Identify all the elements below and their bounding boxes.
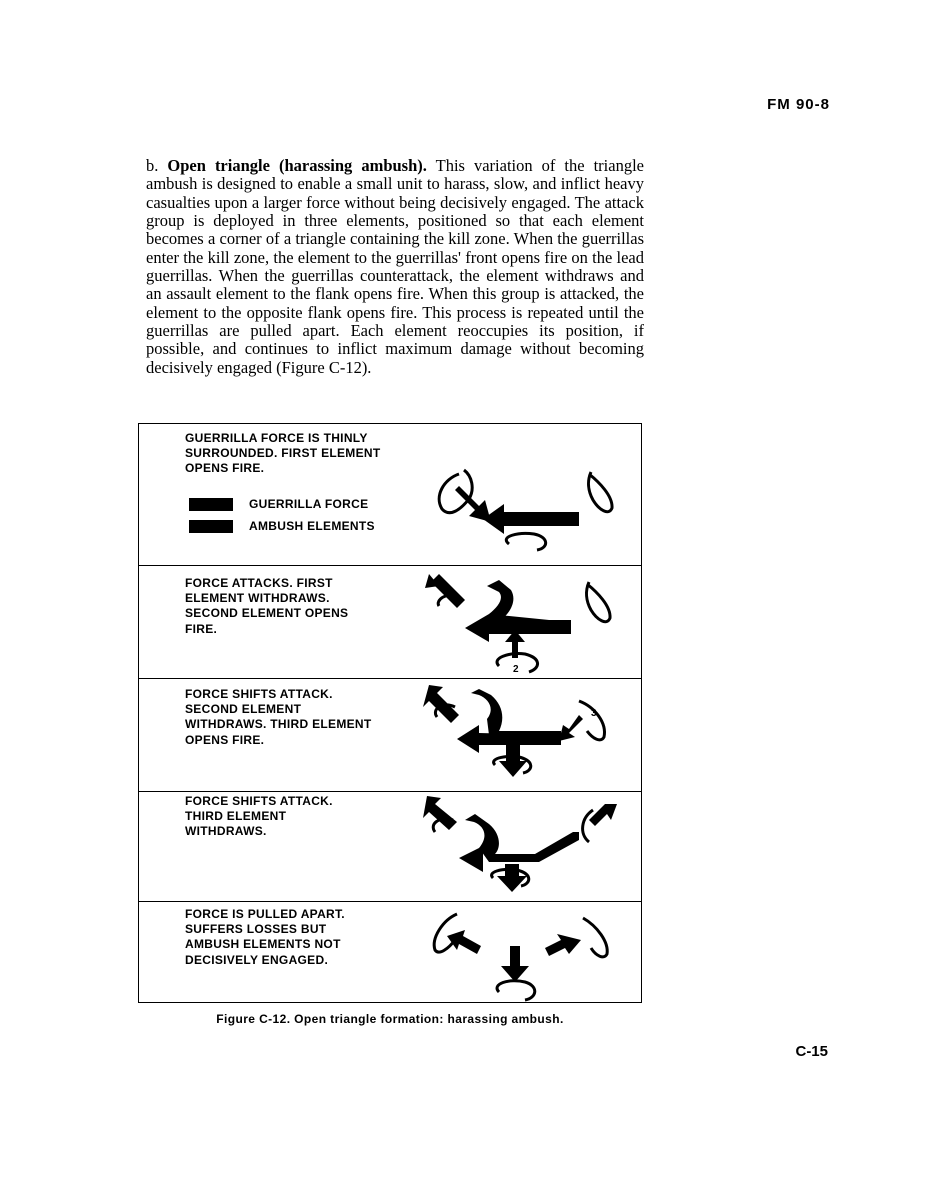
figure-c-12	[138, 423, 642, 1003]
ambush-element-third	[497, 981, 535, 1000]
counterattack-arrow	[465, 580, 571, 642]
split-force-arrow	[459, 814, 579, 872]
ambush-element-second	[579, 701, 604, 740]
ambush-element-second	[589, 472, 613, 512]
first-element-withdraw-arrow	[423, 796, 457, 830]
page-number: C-15	[795, 1043, 828, 1060]
split-force-arrow-right	[545, 934, 581, 956]
figure-panel-1	[139, 424, 641, 566]
figure-panel-2	[139, 566, 641, 679]
panel-3-caption: FORCE SHIFTS ATTACK. SECOND ELEMENT WITHDRAWS. THIRD ELEMENT OPENS FIRE.	[185, 687, 372, 747]
panel-2-caption: FORCE ATTACKS. FIRST ELEMENT WITHDRAWS. SECOND ELEMENT OPENS FIRE.	[185, 576, 349, 636]
panel-1-diagram	[139, 424, 641, 566]
panel-3-diagram	[139, 679, 641, 792]
ambush-element-first	[439, 470, 472, 513]
panel-2-diagram	[139, 566, 641, 679]
first-element-withdraw-arrow	[423, 685, 459, 723]
section-marker: b.	[146, 156, 159, 175]
ambush-element-third	[506, 533, 545, 550]
legend-label-guerrilla: GUERRILLA FORCE	[249, 497, 369, 511]
split-force-arrow-left	[447, 930, 481, 954]
section-paragraph: This variation of the triangle ambush is designed to enable a small unit to harass, slow, and inflict heavy casualties upon a larger force without being decisively engaged. The attack group is deployed in three elements, positioned so that each element becomes a corner of a triangle containing the kill zone. When the guerrillas enter the kill zone, the element to the guerrillas' front opens fire on the lead guerrillas. When the guerrillas counterattack, the element withdraws and an assault element to the flank opens fire. When this group is attacked, the element to the opposite flank opens fire. This process is repeated until the guerrillas are pulled apart. Each element reoccupies its position, if possible, and continues to inflict maximum damage without becoming decisively engaged (Figure C-12).	[146, 156, 644, 377]
section-title: Open triangle (harassing ambush).	[167, 156, 427, 175]
panel-3-element-label: 3	[591, 708, 597, 719]
panel-5-caption: FORCE IS PULLED APART. SUFFERS LOSSES BUT AMBUSH ELEMENTS NOT DECISIVELY ENGAGED.	[185, 907, 345, 967]
panel-4-caption: FORCE SHIFTS ATTACK. THIRD ELEMENT WITHDRAWS.	[185, 794, 333, 839]
panel-2-element-label: 2	[513, 664, 519, 675]
figure-caption: Figure C-12. Open triangle formation: harassing ambush.	[216, 1012, 564, 1026]
legend-label-ambush: AMBUSH ELEMENTS	[249, 519, 375, 533]
first-element-withdraw-arrow	[425, 574, 465, 608]
second-element-withdraw-arrow	[499, 745, 527, 777]
ambush-element-first	[434, 914, 457, 952]
panel-4-diagram	[139, 792, 641, 902]
manual-id: FM 90-8	[767, 96, 830, 113]
ambush-element-second	[583, 918, 607, 957]
section-body	[146, 157, 644, 377]
shifted-attack-arrow	[457, 689, 561, 753]
guerrilla-force-arrow	[483, 504, 579, 534]
figure-panel-5	[139, 902, 641, 1004]
figure-panel-3	[139, 679, 641, 792]
third-element-withdraw-arrow	[589, 804, 617, 826]
ambush-element-second	[587, 582, 611, 622]
ambush-element-third	[583, 810, 593, 842]
panel-1-caption: GUERRILLA FORCE IS THINLY SURROUNDED. FIRST ELEMENT OPENS FIRE.	[185, 431, 381, 476]
split-force-arrow-down	[501, 946, 529, 982]
figure-panel-4	[139, 792, 641, 902]
third-element-fire-arrow	[559, 715, 583, 741]
panel-5-diagram	[139, 902, 641, 1004]
